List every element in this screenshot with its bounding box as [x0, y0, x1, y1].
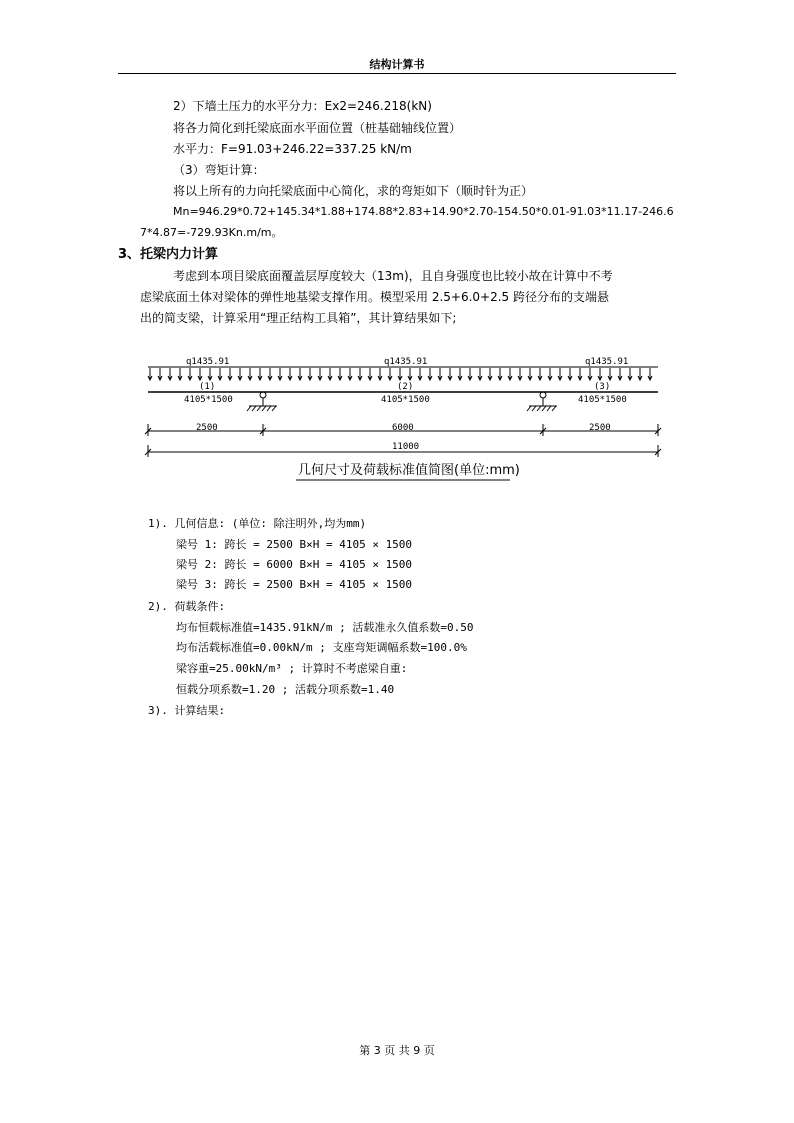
result-line: 恒载分项系数=1.20 ; 活载分项系数=1.40	[176, 683, 395, 696]
text-line: 将各力简化到托梁底面水平面位置（桩基础轴线位置）	[173, 121, 462, 135]
result-line: 3). 计算结果:	[148, 704, 226, 717]
result-line: 梁容重=25.00kN/m³ ; 计算时不考虑梁自重:	[176, 662, 408, 675]
span-id: (2)	[397, 382, 414, 392]
dim-label: 2500	[196, 423, 218, 433]
paragraph-line: 考虑到本项目梁底面覆盖层厚度较大（13m)，且自身强度也比较小故在计算中不考	[173, 269, 613, 283]
text-line: （3）弯矩计算：	[173, 163, 265, 177]
load-label: q1435.91	[384, 357, 428, 367]
result-line: 2). 荷载条件:	[148, 600, 226, 613]
section-label: 4105*1500	[578, 395, 627, 405]
result-line: 梁号 3: 跨长 = 2500 B×H = 4105 × 1500	[176, 578, 413, 591]
result-line: 均布恒载标准值=1435.91kN/m ; 活载准永久值系数=0.50	[176, 621, 474, 634]
text-line: 将以上所有的力向托梁底面中心简化，求的弯矩如下（顺时针为正）	[173, 184, 534, 198]
span-id: (3)	[594, 382, 611, 392]
span-id: (1)	[199, 382, 216, 392]
header-title: 结构计算书	[369, 58, 425, 71]
support-right	[527, 392, 557, 411]
support-left	[247, 392, 277, 411]
dim-label: 2500	[589, 423, 611, 433]
text-line: 水平力：F=91.03+246.22=337.25 kN/m	[173, 142, 412, 156]
load-label: q1435.91	[186, 357, 230, 367]
result-line: 梁号 2: 跨长 = 6000 B×H = 4105 × 1500	[176, 558, 413, 571]
dim-label: 6000	[392, 423, 414, 433]
paragraph-line: 虑梁底面土体对梁体的弹性地基梁支撑作用。模型采用 2.5+6.0+2.5 跨径分布的支端悬	[140, 290, 609, 304]
section-heading: 3、托梁内力计算	[118, 247, 219, 262]
total-label: 11000	[392, 442, 420, 452]
load-label: q1435.91	[585, 357, 629, 367]
paragraph-line: 出的简支梁，计算采用“理正结构工具箱”，其计算结果如下;	[140, 311, 457, 325]
section-label: 4105*1500	[381, 395, 430, 405]
text-line: 2）下墙土压力的水平分力：Ex2=246.218(kN)	[173, 99, 432, 113]
result-line: 梁号 1: 跨长 = 2500 B×H = 4105 × 1500	[176, 538, 413, 551]
section-label: 4105*1500	[184, 395, 233, 405]
load-arrows	[148, 368, 652, 380]
result-line: 1). 几何信息: (单位: 除注明外,均为mm)	[148, 517, 367, 530]
result-line: 均布活载标准值=0.00kN/m ; 支座弯矩调幅系数=100.0%	[176, 641, 467, 654]
formula-line: Mn=946.29*0.72+145.34*1.88+174.88*2.83+14.90*2.70-154.50*0.01-91.03*11.17-246.6	[173, 205, 674, 218]
diagram-caption: 几何尺寸及荷载标准值简图(单位:mm)	[298, 463, 520, 478]
page-footer: 第 3 页 共 9 页	[359, 1044, 435, 1057]
formula-line: 7*4.87=-729.93Kn.m/m。	[140, 226, 283, 239]
